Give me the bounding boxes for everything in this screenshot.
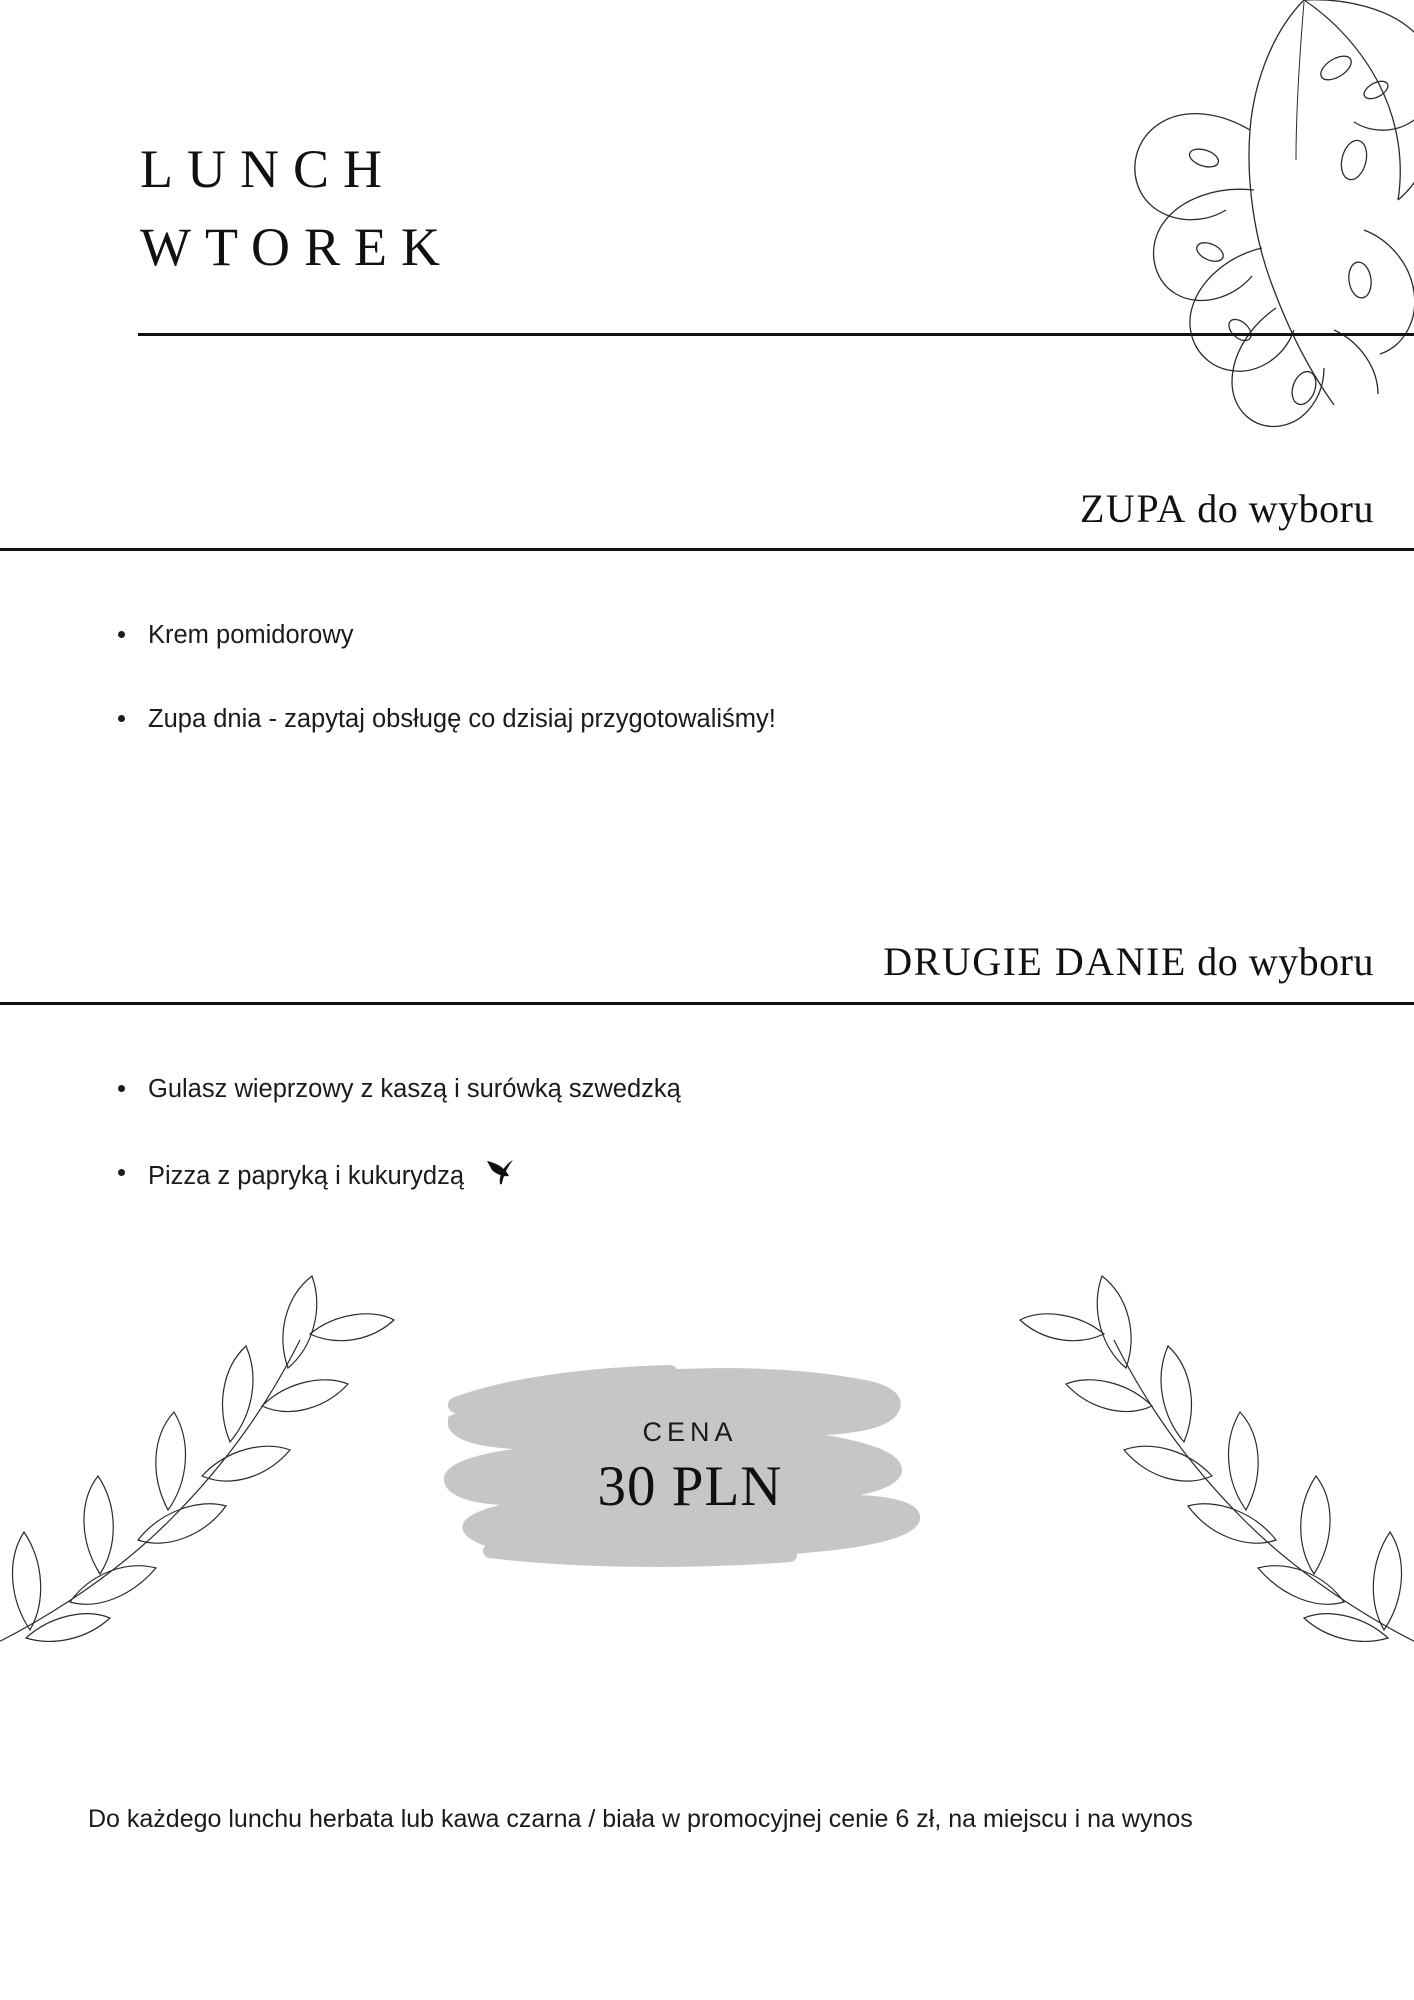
section-heading-main bbox=[883, 938, 1374, 985]
list-item bbox=[110, 618, 776, 652]
monstera-leaf-icon bbox=[1004, 0, 1414, 470]
soup-list bbox=[110, 618, 776, 787]
menu-item-label: Gulasz wieprzowy z kaszą i surówką szwedzką bbox=[148, 1075, 681, 1103]
section-divider-2 bbox=[0, 1002, 1414, 1005]
vegetarian-leaf-icon bbox=[483, 1156, 517, 1199]
section-heading-main-rest: do wyboru bbox=[1186, 939, 1374, 984]
title-line-1: LUNCH bbox=[140, 139, 396, 199]
section-heading-soup-rest: do wyboru bbox=[1186, 486, 1374, 531]
menu-item-label: Krem pomidorowy bbox=[148, 621, 354, 649]
list-item bbox=[110, 1072, 681, 1106]
olive-branch-right-icon bbox=[984, 1230, 1414, 1700]
page-title bbox=[140, 130, 454, 287]
price-value: 30 PLN bbox=[597, 1454, 783, 1518]
title-line-2: WTOREK bbox=[140, 217, 454, 278]
section-divider-1 bbox=[0, 548, 1414, 551]
main-course-list bbox=[110, 1072, 681, 1250]
price-badge bbox=[430, 1345, 950, 1590]
olive-branch-left-icon bbox=[0, 1230, 430, 1700]
footer-note: Do każdego lunchu herbata lub kawa czarna / biała w promocyjnej cenie 6 zł, na miejscu i na wynos bbox=[88, 1805, 1193, 1833]
section-heading-soup-caps: ZUPA bbox=[1080, 486, 1187, 531]
title-divider bbox=[138, 333, 1414, 336]
menu-item-label: Pizza z papryką i kukurydzą bbox=[148, 1162, 465, 1191]
menu-item-label: Zupa dnia - zapytaj obsługę co dzisiaj przygotowaliśmy! bbox=[148, 705, 776, 734]
list-item bbox=[110, 1156, 681, 1199]
section-heading-main-caps: DRUGIE DANIE bbox=[883, 939, 1187, 984]
section-heading-soup bbox=[1080, 485, 1374, 532]
price-label: CENA bbox=[642, 1416, 738, 1447]
list-item bbox=[110, 702, 776, 736]
